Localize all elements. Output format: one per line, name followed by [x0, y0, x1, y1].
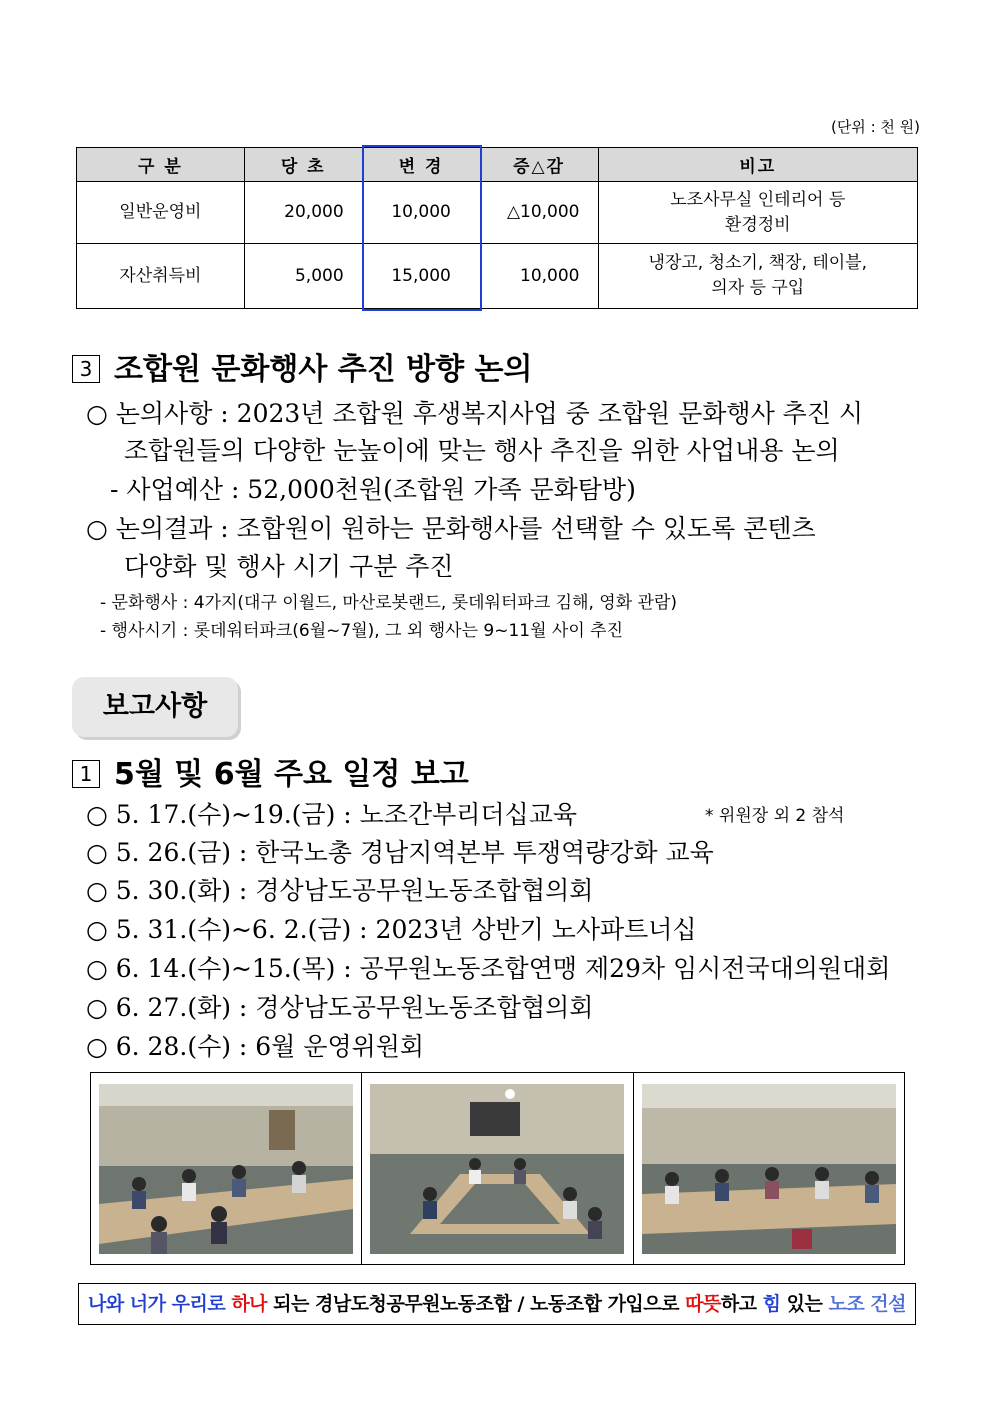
cell-original: 20,000	[244, 182, 362, 244]
slogan-part: 하고	[720, 1293, 763, 1315]
schedule-item: ○ 6. 27.(화) : 경상남도공무원노동조합협의회	[86, 993, 594, 1022]
section-title-text: 5월 및 6월 주요 일정 보고	[114, 757, 469, 792]
slogan-highlight: 따뜻	[685, 1293, 721, 1315]
slogan-highlight: 노조 건설	[828, 1293, 906, 1315]
schedule-item: ○ 6. 14.(수)~15.(목) : 공무원노동조합연맹 제29차 임시전국대의원대회	[86, 954, 891, 983]
cell-category: 자산취득비	[77, 244, 245, 309]
budget-sub-item: - 사업예산 : 52,000천원(조합원 가족 문화탐방)	[110, 475, 636, 504]
cell-changed: 10,000	[362, 182, 480, 244]
table-row	[77, 244, 918, 309]
attendance-note: * 위원장 외 2 참석	[705, 806, 845, 826]
section1-title	[72, 749, 469, 793]
slogan-part: 있는	[780, 1293, 829, 1315]
result-item-cont: 다양화 및 행사 시기 구분 추진	[124, 552, 454, 581]
discussion-item-cont: 조합원들의 다양한 눈높이에 맞는 행사 추진을 위한 사업내용 논의	[124, 436, 840, 465]
section-number-box: 1	[72, 760, 100, 788]
schedule-item: ○ 5. 26.(금) : 한국노총 경남지역본부 투쟁역량강화 교육	[86, 838, 714, 867]
section-number-box: 3	[72, 355, 100, 383]
note-line: 환경정비	[724, 214, 791, 235]
result-item: ○ 논의결과 : 조합원이 원하는 문화행사를 선택할 수 있도록 콘텐츠	[86, 514, 816, 543]
budget-table	[76, 147, 918, 309]
header-diff: 증△감	[480, 148, 598, 182]
header-note: 비고	[598, 148, 918, 182]
cell-diff: △10,000	[480, 182, 598, 244]
meeting-photo	[370, 1084, 624, 1254]
note-line: 노조사무실 인테리어 등	[670, 189, 846, 210]
header-changed: 변 경	[362, 148, 480, 182]
note-line: 의자 등 구입	[711, 278, 805, 298]
cell-note	[598, 244, 918, 309]
report-section-tab: 보고사항	[72, 677, 238, 737]
header-original: 당 초	[244, 148, 362, 182]
unit-note: (단위 : 천 원)	[830, 118, 920, 136]
header-category: 구 분	[77, 148, 245, 182]
union-slogan	[78, 1283, 916, 1325]
table-header-row	[77, 148, 918, 182]
slogan-part: 되는 경남도청공무원노동조합 / 노동조합 가입으로	[267, 1293, 686, 1315]
slogan-highlight: 힘	[762, 1293, 781, 1315]
cell-diff: 10,000	[480, 244, 598, 309]
meeting-photo	[99, 1084, 353, 1254]
cell-changed: 15,000	[362, 244, 480, 309]
section-title-text: 조합원 문화행사 추진 방향 논의	[114, 352, 533, 387]
slogan-highlight: 하나	[231, 1293, 268, 1315]
schedule-item: ○ 5. 31.(수)~6. 2.(금) : 2023년 상반기 노사파트너십	[86, 915, 697, 944]
discussion-item: ○ 논의사항 : 2023년 조합원 후생복지사업 중 조합원 문화행사 추진 시	[86, 399, 864, 428]
table-row	[77, 182, 918, 244]
event-sub-item: - 문화행사 : 4가지(대구 이월드, 마산로봇랜드, 롯데워터파크 김해, 영화 관람)	[100, 593, 678, 613]
note-line: 냉장고, 청소기, 책장, 테이블,	[648, 253, 867, 273]
cell-category: 일반운영비	[77, 182, 245, 244]
section3-title	[72, 344, 533, 388]
schedule-sub-item: - 행사시기 : 롯데워터파크(6월~7월), 그 외 행사는 9~11월 사이 추진	[100, 621, 624, 641]
meeting-photo	[642, 1084, 896, 1254]
schedule-item: ○ 5. 30.(화) : 경상남도공무원노동조합협의회	[86, 876, 594, 905]
schedule-item: ○ 5. 17.(수)~19.(금) : 노조간부리더십교육	[86, 800, 578, 829]
meeting-photo-strip	[90, 1072, 905, 1265]
cell-original: 5,000	[244, 244, 362, 309]
schedule-item: ○ 6. 28.(수) : 6월 운영위원회	[86, 1032, 425, 1061]
slogan-part: 나와 너가 우리로	[87, 1293, 232, 1315]
cell-note	[598, 182, 918, 244]
